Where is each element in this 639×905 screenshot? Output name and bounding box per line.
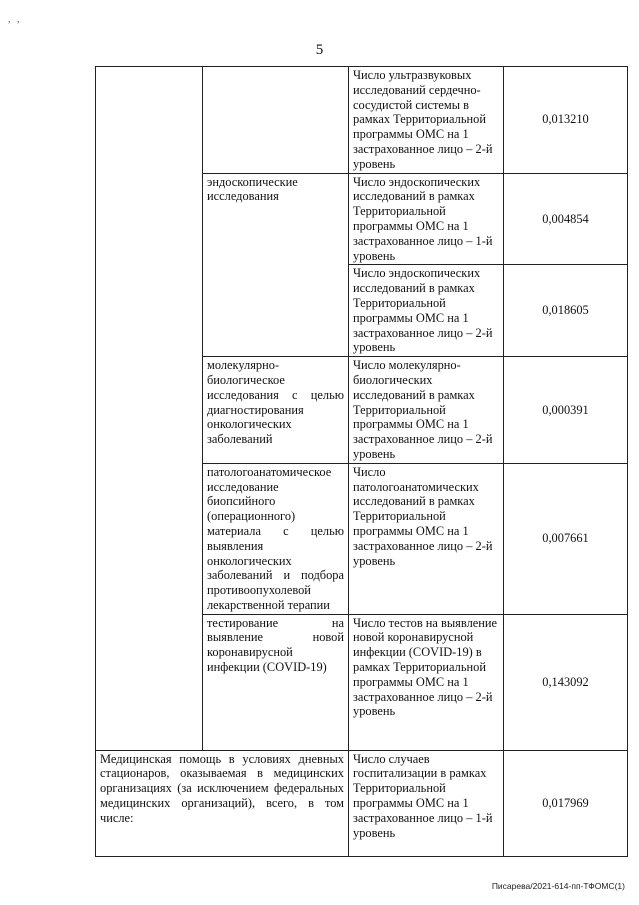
unit-cell: Число эндоскопических исследований в рамках Территориальной программы ОМС на 1 застрахованное лицо – 1-й уровень xyxy=(349,173,504,265)
table-row xyxy=(96,67,628,174)
indicators-table xyxy=(95,66,628,857)
value-cell: 0,007661 xyxy=(504,463,628,614)
subsection-cell xyxy=(203,67,349,174)
table-row xyxy=(96,750,628,856)
unit-cell: Число случаев госпитализации в рамках Территориальной программы ОМС на 1 застрахованное лицо – 1-й уровень xyxy=(349,750,504,856)
unit-cell: Число патологоанатомических исследований в рамках Территориальной программы ОМС на 1 застрахованное лицо – 2-й уровень xyxy=(349,463,504,614)
value-cell: 0,013210 xyxy=(504,67,628,174)
unit-cell: Число ультразвуковых исследований сердечно-сосудистой системы в рамках Территориальной программы ОМС на 1 застрахованное лицо – 2-й уровень xyxy=(349,67,504,174)
subsection-cell: молекулярно-биологическое исследования с целью диагностирования онкологических заболеваний xyxy=(203,357,349,464)
subsection-cell: тестирование на выявление новой коронавирусной инфекции (COVID-19) xyxy=(203,614,349,750)
footer-reference: Писарева/2021-614-пп-ТФОМС(1) xyxy=(491,881,625,891)
section-cell: Медицинская помощь в условиях дневных стационаров, оказываемая в медицинских организациях (за исключением федеральных медицинских организаций), всего, в том числе: xyxy=(96,750,349,856)
page-number: 5 xyxy=(315,42,324,58)
section-cell xyxy=(96,67,203,751)
subsection-cell: эндоскопические исследования xyxy=(203,173,349,357)
value-cell: 0,017969 xyxy=(504,750,628,856)
value-cell: 0,000391 xyxy=(504,357,628,464)
corner-mark: , , xyxy=(8,14,22,25)
value-cell: 0,004854 xyxy=(504,173,628,265)
unit-cell: Число молекулярно-биологических исследований в рамках Территориальной программы ОМС на 1 застрахованное лицо – 2-й уровень xyxy=(349,357,504,464)
subsection-cell: патологоанатомическое исследование биопсийного (операционного) материала с целью выявления онкологических заболеваний и подбора противоопухолевой лекарственной терапии xyxy=(203,463,349,614)
value-cell: 0,143092 xyxy=(504,614,628,750)
unit-cell: Число тестов на выявление новой коронавирусной инфекции (COVID-19) в рамках Территориальной программы ОМС на 1 застрахованное лицо – 2-й уровень xyxy=(349,614,504,750)
value-cell: 0,018605 xyxy=(504,265,628,357)
unit-cell: Число эндоскопических исследований в рамках Территориальной программы ОМС на 1 застрахованное лицо – 2-й уровень xyxy=(349,265,504,357)
